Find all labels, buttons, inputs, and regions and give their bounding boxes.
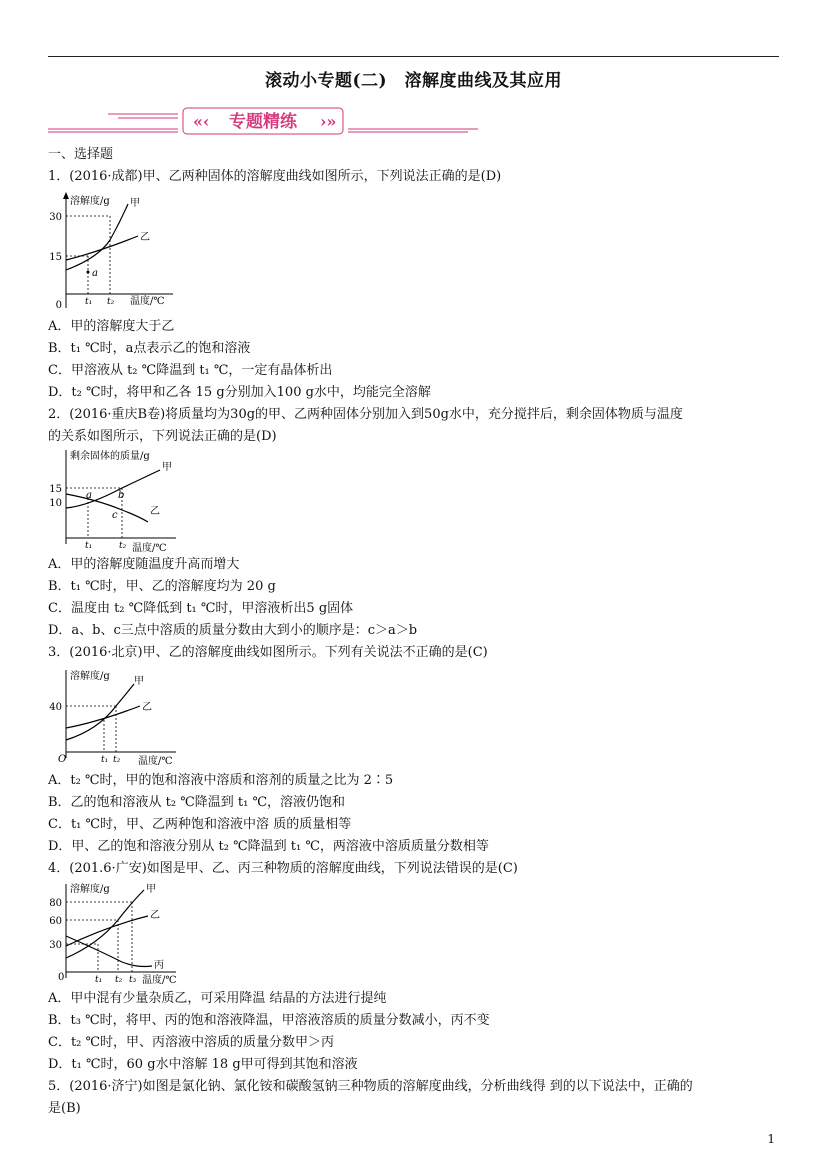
q4-option-a: A．甲中混有少量杂质乙，可采用降温 结晶的方法进行提纯 xyxy=(48,991,387,1006)
q5-stem-line1: 5．(2016·济宁)如图是氯化钠、氯化铵和碳酸氢钠三种物质的溶解度曲线，分析曲线得 到的以下说法中，正确的 xyxy=(48,1079,693,1094)
q4-ytick-30: 30 xyxy=(49,940,62,951)
q2-xtick-t2: t₂ xyxy=(119,541,127,551)
q3-option-a: A．t₂ ℃时，甲的饱和溶液中溶质和溶剂的质量之比为 2∶5 xyxy=(48,773,394,788)
q1-ytick-15: 15 xyxy=(49,252,62,263)
q1-xtick-t2: t₂ xyxy=(107,297,115,307)
q1-graph xyxy=(48,190,188,314)
banner-right-arrows: ›» xyxy=(320,112,337,131)
q2-point-c: c xyxy=(112,510,118,521)
q5-stem-line2: 是(B) xyxy=(48,1101,81,1116)
q3-option-d: D．甲、乙的饱和溶液分别从 t₂ ℃降温到 t₁ ℃，两溶液中溶质质量分数相等 xyxy=(48,839,489,854)
q1-xtick-t1: t₁ xyxy=(85,297,93,307)
q1-option-d: D．t₂ ℃时，将甲和乙各 15 g分别加入100 g水中，均能完全溶解 xyxy=(48,385,431,400)
page-number: 1 xyxy=(767,1132,775,1146)
q4-ylabel: 溶解度/g xyxy=(70,884,110,895)
q2-xtick-t1: t₁ xyxy=(85,541,93,551)
q1-curve-yi xyxy=(66,236,138,260)
q2-point-a: a xyxy=(86,490,92,501)
q3-origin: O xyxy=(58,754,67,765)
q4-series-jia: 甲 xyxy=(146,884,156,895)
q3-ylabel: 溶解度/g xyxy=(70,671,110,682)
q2-series-yi: 乙 xyxy=(150,506,160,517)
q4-option-d: D．t₁ ℃时，60 g水中溶解 18 g甲可得到其饱和溶液 xyxy=(48,1057,358,1072)
q2-option-b: B．t₁ ℃时，甲、乙的溶解度均为 20 g xyxy=(48,579,276,594)
q2-ytick-15: 15 xyxy=(49,484,62,495)
q3-curve-yi xyxy=(66,706,140,728)
q2-option-a: A．甲的溶解度随温度升高而增大 xyxy=(48,557,240,572)
q4-xlabel: 温度/℃ xyxy=(142,975,177,986)
section-banner xyxy=(48,104,478,138)
q3-series-jia: 甲 xyxy=(134,676,144,687)
q1-option-c: C．甲溶液从 t₂ ℃降温到 t₁ ℃，一定有晶体析出 xyxy=(48,363,333,378)
q4-ytick-60: 60 xyxy=(49,916,62,927)
q2-stem-line2: 的关系如图所示，下列说法正确的是(D) xyxy=(48,429,277,444)
q1-ylabel: 溶解度/g xyxy=(70,196,110,207)
q1-curve-jia xyxy=(66,204,128,270)
q1-point-a xyxy=(87,271,90,274)
q1-stem: 1．(2016·成都)甲、乙两种固体的溶解度曲线如图所示，下列说法正确的是(D) xyxy=(48,169,502,184)
q1-series-jia: 甲 xyxy=(130,198,140,209)
q3-option-c: C．t₁ ℃时，甲、乙两种饱和溶液中溶 质的质量相等 xyxy=(48,817,352,832)
q3-xtick-t1: t₁ xyxy=(101,755,109,765)
q2-series-jia: 甲 xyxy=(162,462,172,473)
q2-xlabel: 温度/℃ xyxy=(132,543,167,554)
q2-curve-jia xyxy=(66,470,160,508)
q2-ylabel: 剩余固体的质量/g xyxy=(70,451,150,462)
q4-stem: 4．(201.6·广安)如图是甲、乙、丙三种物质的溶解度曲线，下列说法错误的是(C) xyxy=(48,861,518,876)
q4-graph xyxy=(48,880,188,988)
q1-xlabel: 温度/℃ xyxy=(130,296,165,307)
q2-curve-yi xyxy=(66,494,148,522)
q3-option-b: B．乙的饱和溶液从 t₂ ℃降温到 t₁ ℃，溶液仍饱和 xyxy=(48,795,346,810)
q2-ytick-10: 10 xyxy=(49,498,62,509)
q4-xtick-t2: t₂ xyxy=(115,975,123,985)
q1-series-yi: 乙 xyxy=(140,232,150,243)
q4-option-b: B．t₃ ℃时，将甲、丙的饱和溶液降温，甲溶液溶质的质量分数减小，丙不变 xyxy=(48,1013,490,1028)
q3-stem: 3．(2016·北京)甲、乙的溶解度曲线如图所示。下列有关说法不正确的是(C) xyxy=(48,645,488,660)
q2-option-c: C．温度由 t₂ ℃降低到 t₁ ℃时，甲溶液析出5 g固体 xyxy=(48,601,354,616)
q4-option-c: C．t₂ ℃时，甲、丙溶液中溶质的质量分数甲＞丙 xyxy=(48,1035,335,1050)
q4-origin: 0 xyxy=(58,972,65,983)
banner-text: 专题精练 xyxy=(229,112,297,132)
page-title: 滚动小专题(二) 溶解度曲线及其应用 xyxy=(264,71,563,91)
q4-series-bing: 丙 xyxy=(154,960,164,971)
section-heading: 一、选择题 xyxy=(48,147,114,162)
q3-series-yi: 乙 xyxy=(142,702,152,713)
q1-ytick-30: 30 xyxy=(49,212,62,223)
q4-xtick-t3: t₃ xyxy=(129,975,137,985)
q4-ytick-80: 80 xyxy=(49,898,62,909)
q1-option-a: A．甲的溶解度大于乙 xyxy=(48,319,175,334)
q1-option-b: B．t₁ ℃时，a点表示乙的饱和溶液 xyxy=(48,341,251,356)
q4-xtick-t1: t₁ xyxy=(95,975,103,985)
q2-option-d: D．a、b、c三点中溶质的质量分数由大到小的顺序是：c＞a＞b xyxy=(48,623,418,638)
q1-point-a-label: a xyxy=(92,268,98,279)
banner-left-arrows: «‹ xyxy=(193,112,210,131)
q2-point-b: b xyxy=(118,490,125,501)
q3-xtick-t2: t₂ xyxy=(113,755,121,765)
q2-stem-line1: 2．(2016·重庆B卷)将质量均为30g的甲、乙两种固体分别加入到50g水中，充分搅拌后，剩余固体物质与温度 xyxy=(48,407,683,422)
q3-graph xyxy=(48,668,188,768)
top-rule xyxy=(48,56,779,57)
q4-series-yi: 乙 xyxy=(150,910,160,921)
q1-origin: 0 xyxy=(55,300,62,311)
q2-graph xyxy=(48,448,188,554)
q3-xlabel: 温度/℃ xyxy=(138,756,173,767)
q3-ytick-40: 40 xyxy=(49,702,62,713)
